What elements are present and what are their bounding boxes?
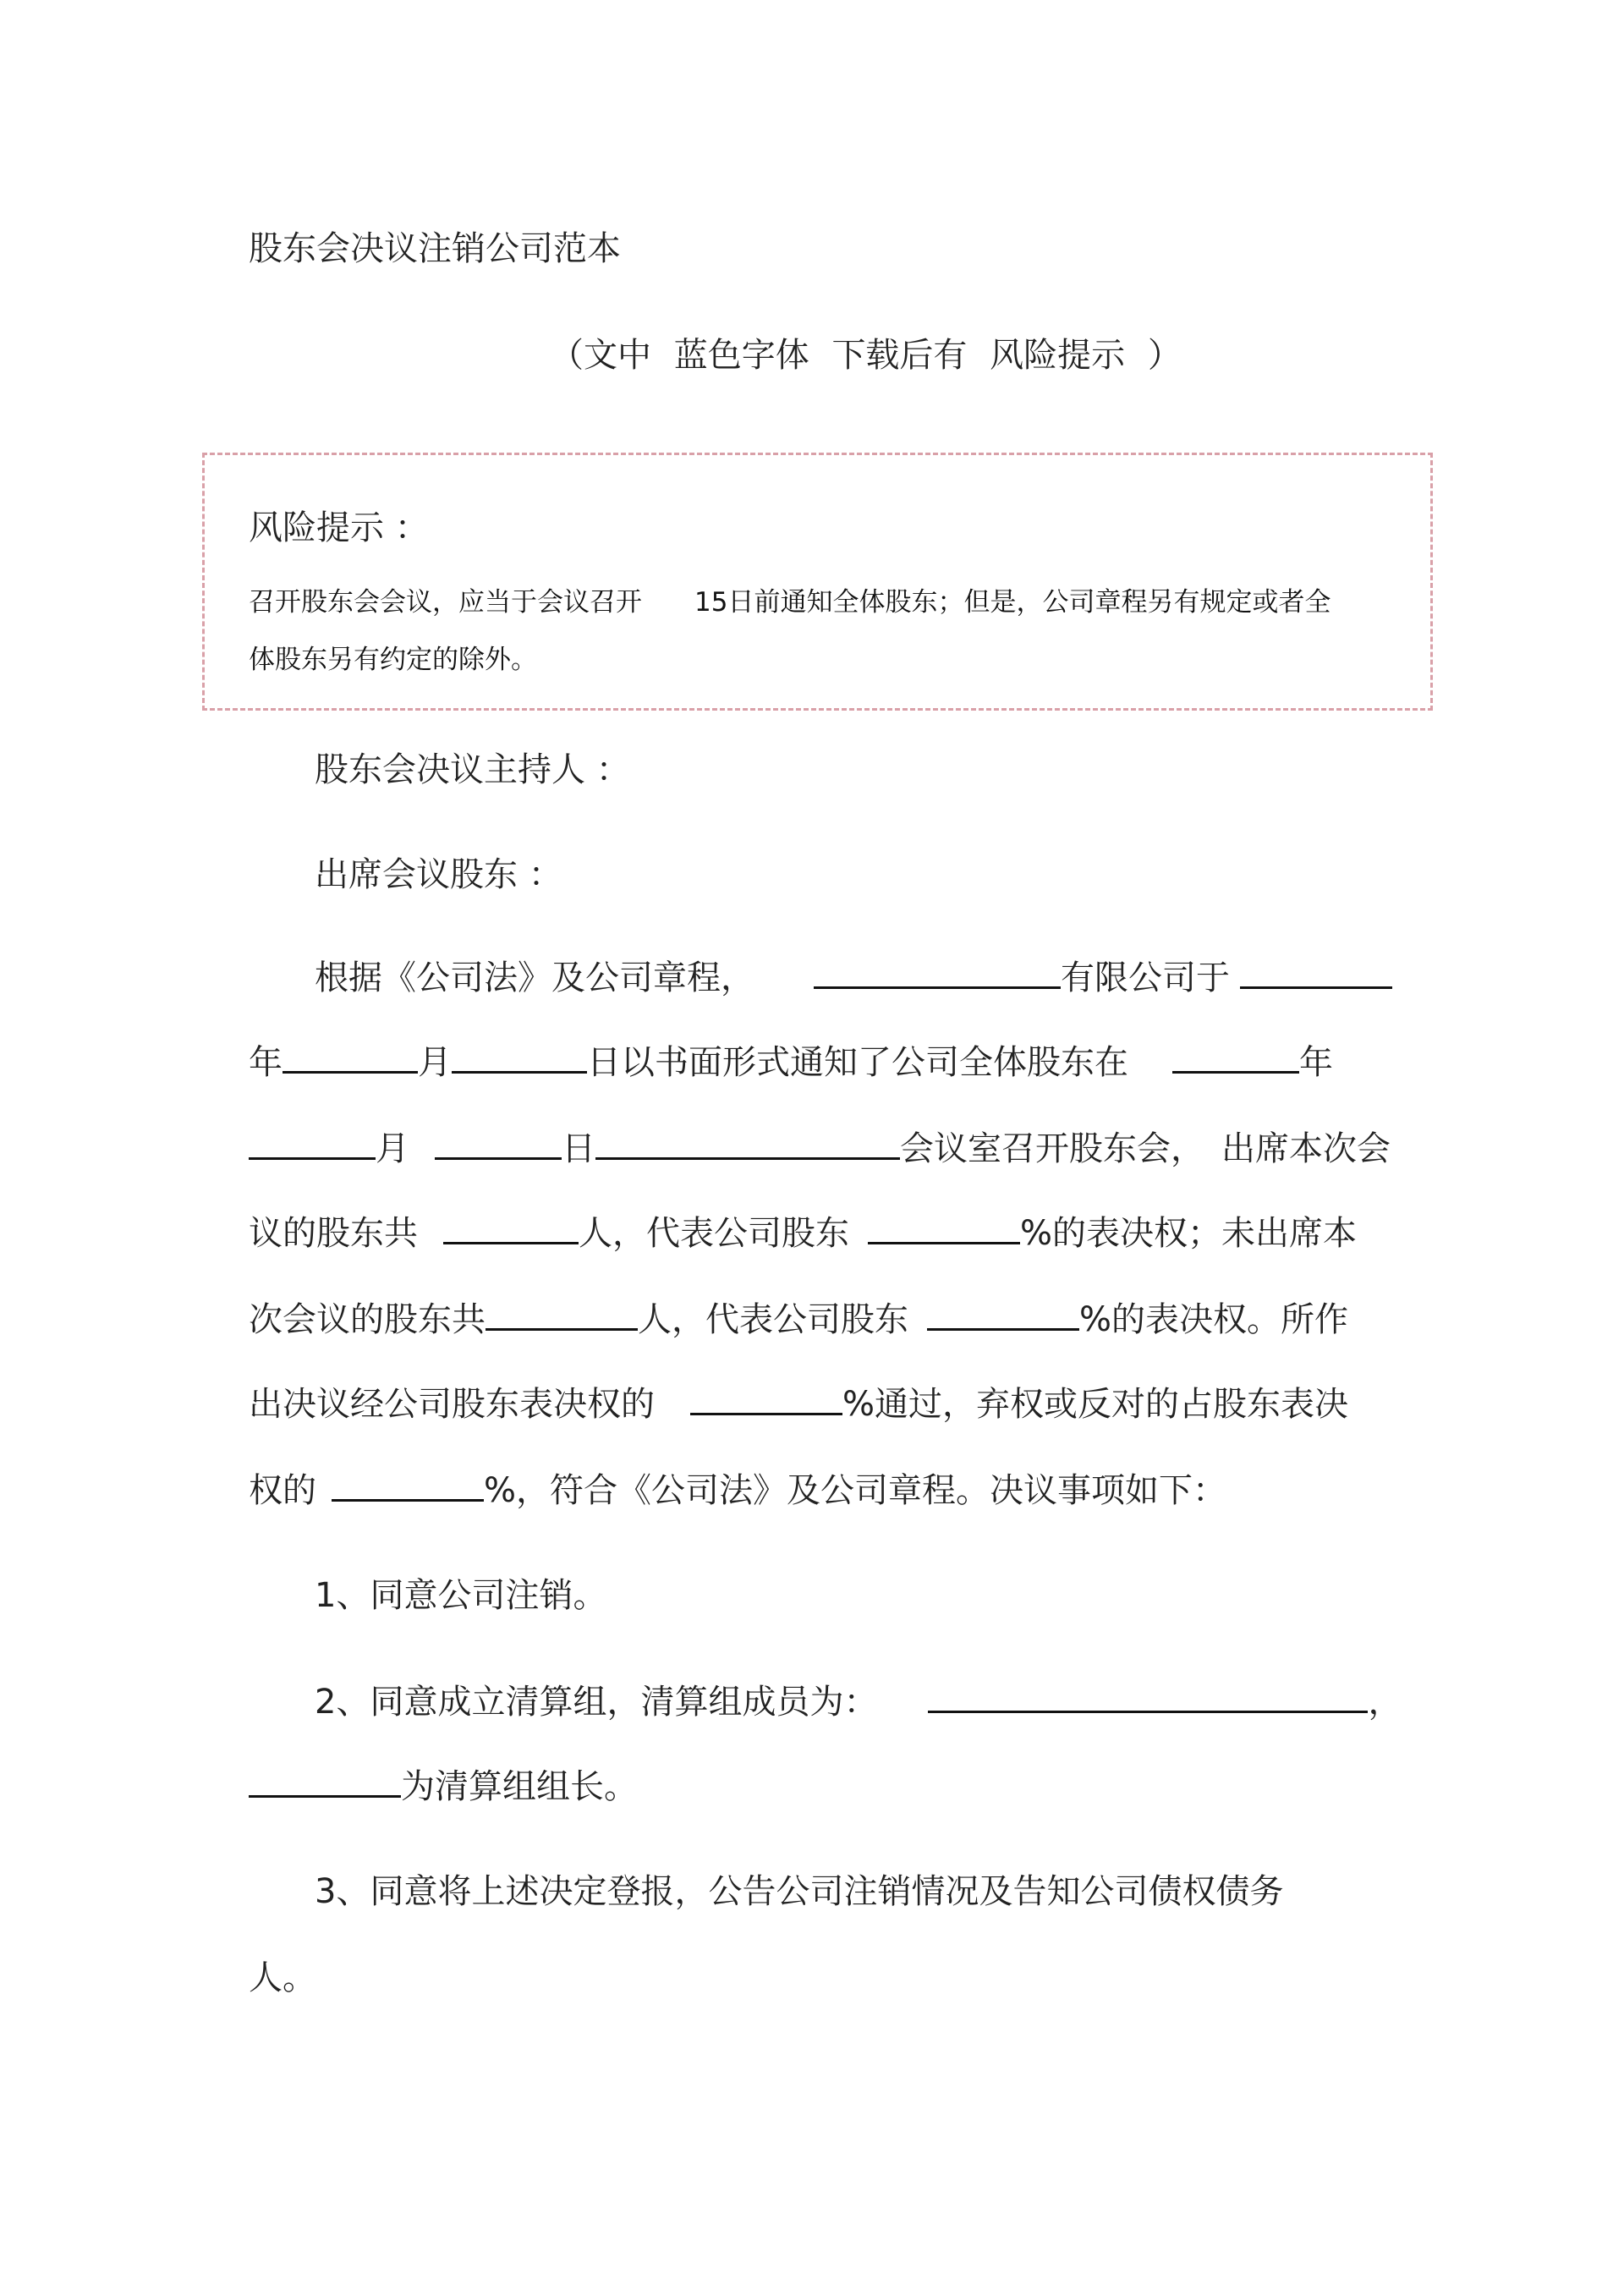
resolution-paragraph-line <box>315 951 1392 999</box>
text-fragment: 出决议经公司股东表决权的 <box>249 1385 655 1424</box>
subtitle-part: ） <box>1147 336 1182 375</box>
meeting-host-line: 股东会决议主持人 ： <box>315 750 630 789</box>
text-fragment: 会议室召开股东会， <box>900 1129 1204 1168</box>
text-fragment: 人，代表公司股东 <box>638 1300 908 1339</box>
text-fragment: 次会议的股东共 <box>249 1300 486 1339</box>
text-fragment: 日 <box>562 1129 595 1168</box>
oppose-percent-blank[interactable] <box>332 1470 484 1502</box>
text-fragment: 年 <box>249 1043 283 1082</box>
resolution-item-2 <box>315 1675 1402 1723</box>
liquidation-leader-blank[interactable] <box>249 1766 401 1798</box>
liquidation-members-blank[interactable] <box>928 1682 1368 1713</box>
resolution-paragraph-line <box>249 1464 1226 1512</box>
meeting-year-blank[interactable] <box>1172 1042 1299 1074</box>
document-title: 股东会决议注销公司范本 <box>249 229 621 268</box>
resolution-item-1: 1、同意公司注销。 <box>315 1576 607 1615</box>
text-fragment: 根据《公司法》及公司章程， <box>315 958 754 997</box>
meeting-day-blank[interactable] <box>435 1129 562 1160</box>
text-fragment: ， <box>1368 1683 1402 1722</box>
attending-percent-blank[interactable] <box>868 1213 1020 1244</box>
resolution-item-3: 3、同意将上述决定登报，公告公司注销情况及告知公司债权债务 <box>315 1872 1284 1911</box>
document-subtitle <box>550 328 1193 376</box>
subtitle-part: （文中 <box>550 336 651 375</box>
text-fragment: 为清算组组长。 <box>401 1767 638 1806</box>
text-fragment: 年 <box>1299 1043 1333 1082</box>
risk-notice-line: 召开股东会会议，应当于会议召开 15日前通知全体股东；但是，公司章程另有规定或者全 <box>249 587 1331 618</box>
text-fragment: 有限公司于 <box>1061 958 1230 997</box>
text-fragment: 出席本次会 <box>1221 1129 1391 1168</box>
text-fragment: %，符合《公司法》及公司章程。决议事项如下： <box>484 1471 1227 1510</box>
text-fragment: 2、同意成立清算组，清算组成员为： <box>315 1683 878 1722</box>
attending-count-blank[interactable] <box>443 1213 579 1244</box>
notice-year-blank[interactable] <box>1240 958 1392 989</box>
text-fragment: %的表决权。所作 <box>1079 1300 1349 1339</box>
meeting-room-blank[interactable] <box>595 1129 900 1160</box>
notice-month-blank[interactable] <box>283 1042 418 1074</box>
company-name-blank[interactable] <box>814 958 1061 989</box>
subtitle-part: 风险提示 <box>990 336 1126 375</box>
risk-notice-label: 风险提示 ： <box>249 508 429 547</box>
subtitle-part: 下载后有 <box>831 336 968 375</box>
text-fragment: 日以书面形式通知了公司全体股东在 <box>587 1043 1128 1082</box>
subtitle-part: 蓝色字体 <box>673 336 809 375</box>
text-fragment: 人，代表公司股东 <box>579 1214 849 1253</box>
resolution-paragraph-line <box>249 1293 1348 1341</box>
notice-day-blank[interactable] <box>452 1042 587 1074</box>
approval-percent-blank[interactable] <box>690 1384 842 1415</box>
absent-percent-blank[interactable] <box>927 1299 1079 1331</box>
risk-notice-line: 体股东另有约定的除外。 <box>249 645 537 675</box>
attending-shareholders-line: 出席会议股东 ： <box>315 855 562 894</box>
resolution-item-3-cont: 人。 <box>249 1958 316 1997</box>
absent-count-blank[interactable] <box>486 1299 638 1331</box>
text-fragment: %通过，弃权或反对的占股东表决 <box>842 1385 1349 1424</box>
text-fragment: 月 <box>418 1043 452 1082</box>
resolution-paragraph-line <box>249 1377 1348 1425</box>
text-fragment: 议的股东共 <box>249 1214 418 1253</box>
resolution-paragraph-line <box>249 1122 1391 1170</box>
resolution-paragraph-line <box>249 1035 1333 1084</box>
resolution-item-2-cont <box>249 1760 638 1808</box>
text-fragment: 月 <box>376 1129 409 1168</box>
meeting-month-blank[interactable] <box>249 1129 376 1160</box>
text-fragment: %的表决权；未出席本 <box>1020 1214 1358 1253</box>
resolution-paragraph-line <box>249 1206 1357 1255</box>
text-fragment: 权的 <box>249 1471 316 1510</box>
